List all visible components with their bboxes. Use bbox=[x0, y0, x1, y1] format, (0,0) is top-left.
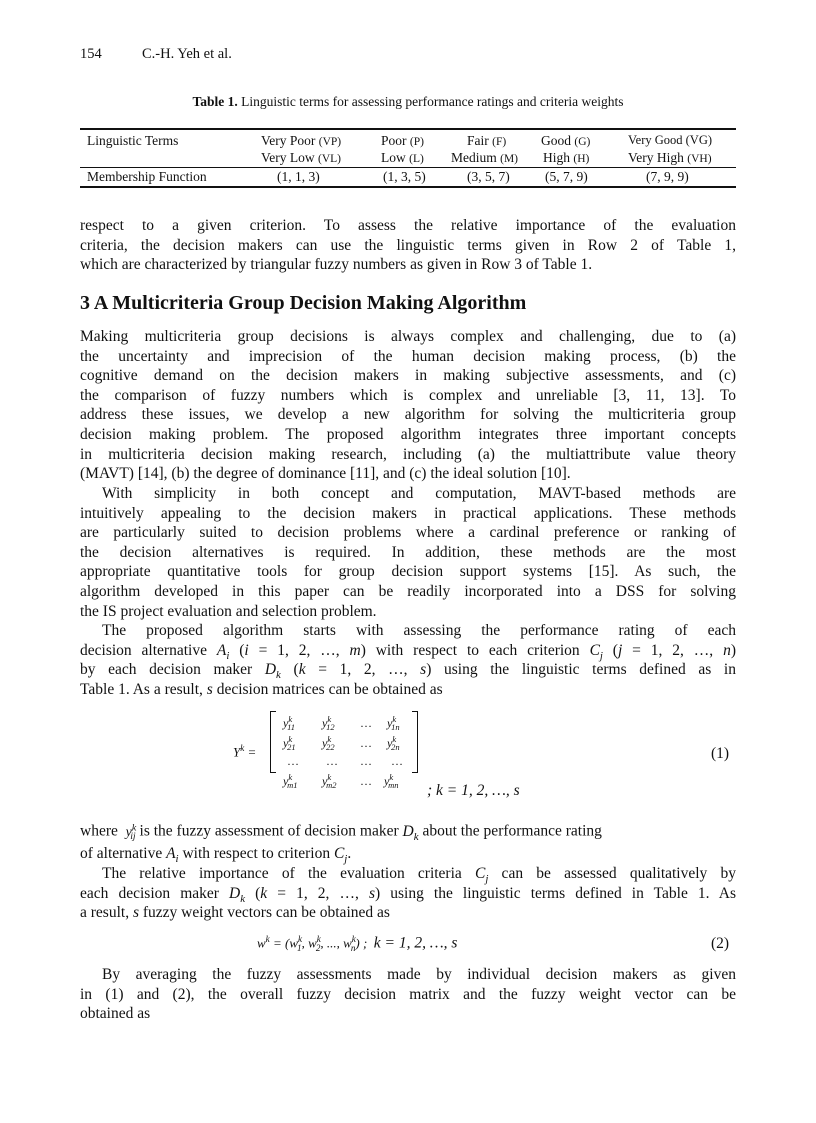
table-cell: Low (L) bbox=[381, 150, 424, 165]
text-line: respect to a given criterion. To assess the relative importance of the evaluation bbox=[80, 217, 736, 234]
table-cell: (1, 1, 3) bbox=[277, 169, 320, 184]
text-line: decision alternative $A_i$ (i = 1, 2, …, m) with respect to each criterion $C_j$ (j = 1, 2, …, n) bbox=[80, 641, 736, 662]
text-line: decision making problem. The proposed algorithm integrates three important concepts bbox=[80, 425, 736, 443]
running-header bbox=[80, 46, 232, 63]
text-line: are particularly suited to decision problems where a cardinal preference or ranking of bbox=[80, 524, 736, 542]
text-line: by each decision maker $D_k$ (k = 1, 2, …, s) using the linguistic terms defined as in bbox=[80, 661, 736, 682]
matrix-cell: … bbox=[360, 774, 372, 788]
table-cell: High (H) bbox=[543, 150, 590, 165]
matrix-cell: $y^k_{mn}$ bbox=[384, 772, 399, 791]
text-line: where $y^k_{ij}$ is the fuzzy assessment of decision maker $D_k$ about the performance rating bbox=[80, 822, 602, 843]
text-line: The proposed algorithm starts with assessing the performance rating of each bbox=[102, 622, 736, 639]
table-cell: Medium (M) bbox=[451, 150, 519, 165]
table-cell: Very High (VH) bbox=[628, 150, 712, 165]
text-line: the decision alternatives is required. In addition, these methods are the most bbox=[80, 543, 736, 561]
matrix-cell: … bbox=[326, 754, 338, 768]
text-line: algorithm developed in this paper can be readily incorporated into a DSS for solving bbox=[80, 582, 736, 600]
matrix-cell: $y^k_{1n}$ bbox=[387, 714, 400, 733]
table-top-rule bbox=[80, 128, 736, 130]
table-mid-rule bbox=[80, 167, 736, 168]
matrix-cell: … bbox=[287, 754, 299, 768]
text-line: Table 1. As a result, s decision matrices can be obtained as bbox=[80, 680, 443, 698]
paragraph-6 bbox=[80, 864, 736, 923]
table-cell: Very Poor (VP) bbox=[261, 133, 342, 148]
matrix-cell: … bbox=[360, 716, 372, 730]
eq2-number: (2) bbox=[711, 935, 730, 952]
paragraph-5 bbox=[80, 818, 736, 864]
table-cell: (5, 7, 9) bbox=[545, 169, 588, 184]
table-caption-label: Table 1. bbox=[192, 94, 238, 109]
text-line: a result, s fuzzy weight vectors can be obtained as bbox=[80, 904, 390, 922]
table-cell: Very Good (VG) bbox=[628, 133, 713, 147]
paragraph-4 bbox=[80, 621, 736, 699]
table-cell: Very Low (VL) bbox=[261, 150, 341, 165]
matrix-cell: $y^k_{12}$ bbox=[322, 714, 335, 733]
matrix-cell: $y^k_{21}$ bbox=[283, 734, 296, 753]
table-bottom-rule bbox=[80, 186, 736, 188]
matrix-cell: … bbox=[360, 736, 372, 750]
paragraph-1 bbox=[80, 216, 736, 275]
text-line: With simplicity in both concept and computation, MAVT-based methods are bbox=[102, 485, 736, 502]
matrix-cell: … bbox=[391, 754, 403, 768]
matrix-cell: $y^k_{m1}$ bbox=[283, 772, 298, 791]
text-line: the comparison of fuzzy numbers which is complex and unreliable [3, 11, 13]. To bbox=[80, 386, 736, 404]
table-cell: Fair (F) bbox=[467, 133, 507, 148]
text-line: Making multicriteria group decisions is always complex and challenging, due to (a) bbox=[80, 328, 736, 345]
left-bracket bbox=[270, 711, 276, 773]
text-line: in multicriteria decision making research, including (a) the multiattribute value theory bbox=[80, 445, 736, 463]
matrix-cell: $y^k_{11}$ bbox=[283, 714, 295, 733]
eq1-number: (1) bbox=[711, 745, 730, 762]
eq1-lhs: $Y^k$ = bbox=[233, 743, 257, 760]
table-caption-text: Linguistic terms for assessing performance ratings and criteria weights bbox=[237, 94, 624, 109]
matrix-cell: … bbox=[360, 754, 372, 768]
text-line: (MAVT) [14], (b) the degree of dominance [11], and (c) the ideal solution [10]. bbox=[80, 465, 571, 483]
eq1-index-range: ; k = 1, 2, …, s bbox=[427, 782, 520, 799]
text-line: obtained as bbox=[80, 1005, 151, 1023]
text-line: address these issues, we develop a new algorithm for solving the multicriteria group bbox=[80, 406, 736, 424]
text-line: in (1) and (2), the overall fuzzy decision matrix and the fuzzy weight vector can be bbox=[80, 985, 736, 1003]
text-line: each decision maker $D_k$ (k = 1, 2, …, s) using the linguistic terms defined in Table 1. As bbox=[80, 884, 736, 905]
table-caption bbox=[0, 94, 816, 110]
table-cell: (1, 3, 5) bbox=[383, 169, 426, 184]
page-number: 154 bbox=[80, 46, 102, 62]
row-label-linguistic-terms: Linguistic Terms bbox=[87, 133, 179, 148]
paragraph-3 bbox=[80, 484, 736, 621]
text-line: of alternative $A_i$ with respect to criterion $C_j$. bbox=[80, 845, 352, 866]
right-bracket bbox=[412, 711, 418, 773]
table-cell: Good (G) bbox=[541, 133, 591, 148]
paragraph-7 bbox=[80, 965, 736, 1024]
text-line: cognitive demand on the decision makers in making subjective assessments, and (c) bbox=[80, 367, 736, 385]
text-line: The relative importance of the evaluation criteria $C_j$ can be assessed qualitatively by bbox=[102, 865, 737, 886]
text-line: the uncertainty and imprecision of the human decision making process, (b) the bbox=[80, 347, 736, 365]
matrix-cell: $y^k_{m2}$ bbox=[322, 772, 337, 791]
matrix-cell: $y^k_{22}$ bbox=[322, 734, 335, 753]
row-label-membership-function: Membership Function bbox=[87, 169, 207, 184]
text-line: intuitively appealing to the decision makers in practical applications. These methods bbox=[80, 504, 736, 522]
text-line: the IS project evaluation and selection problem. bbox=[80, 602, 377, 620]
table-cell: (3, 5, 7) bbox=[467, 169, 510, 184]
text-line: criteria, the decision makers can use the linguistic terms given in Row 2 of Table 1, bbox=[80, 236, 736, 254]
section-heading: 3 A Multicriteria Group Decision Making Algorithm bbox=[80, 292, 527, 314]
table-cell: Poor (P) bbox=[381, 133, 424, 148]
table-cell: (7, 9, 9) bbox=[646, 169, 689, 184]
paragraph-2 bbox=[80, 327, 736, 484]
text-line: appropriate quantitative tools for group decision support systems [15]. As such, the bbox=[80, 563, 736, 581]
eq2-body: $w^k = (w^k_1$, $w^k_2$, ..., $w^k_n$) ; k = 1, 2, …, s bbox=[257, 934, 458, 953]
text-line: which are characterized by triangular fuzzy numbers as given in Row 3 of Table 1. bbox=[80, 256, 593, 274]
matrix-cell: $y^k_{2n}$ bbox=[387, 734, 400, 753]
running-authors: C.-H. Yeh et al. bbox=[142, 46, 232, 62]
text-line: By averaging the fuzzy assessments made by individual decision makers as given bbox=[102, 966, 736, 983]
